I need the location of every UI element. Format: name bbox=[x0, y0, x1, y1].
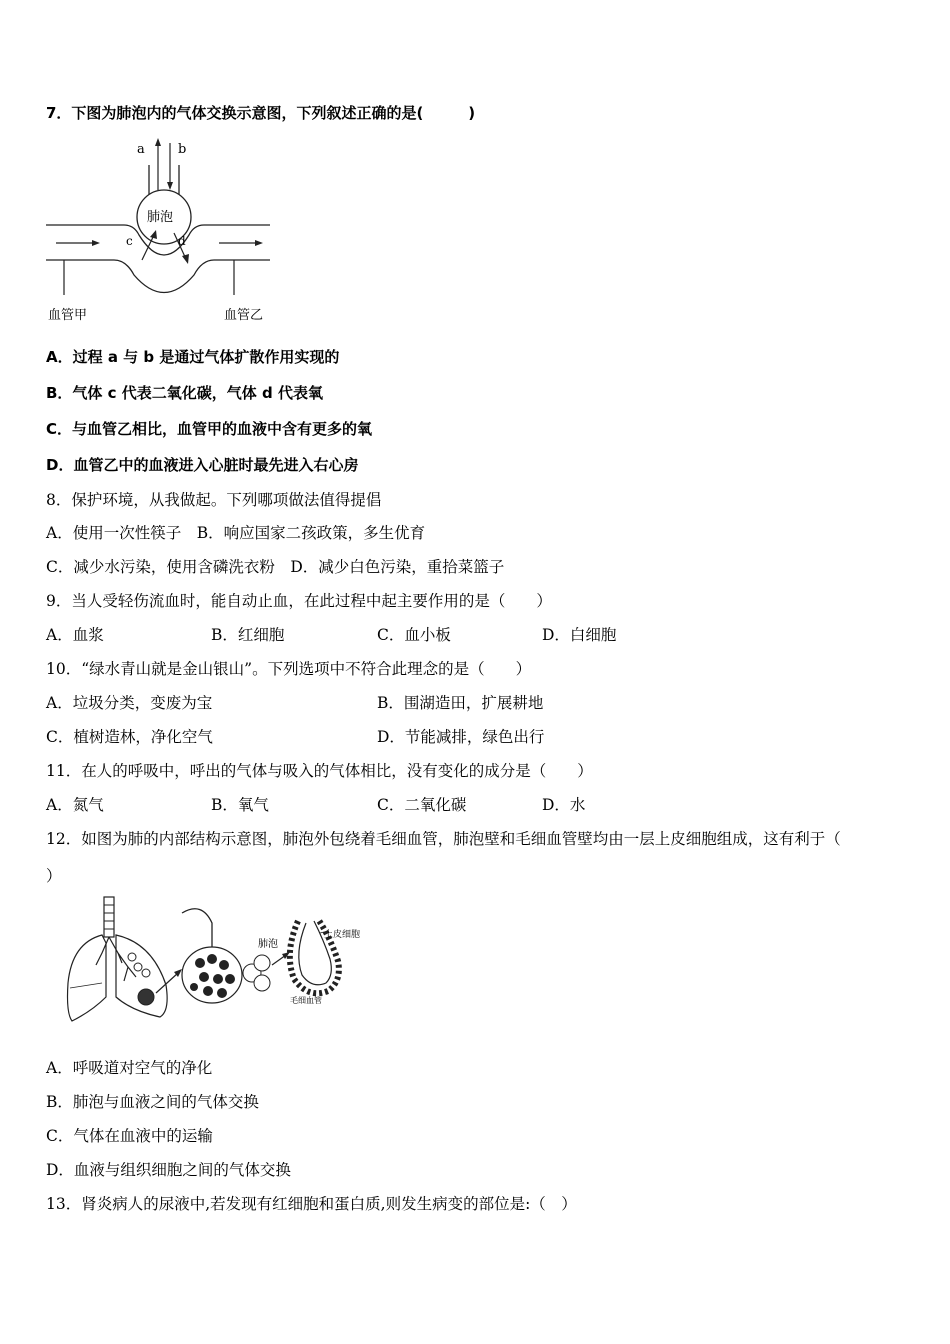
q9-stem: 9．当人受轻伤流血时，能自动止血，在此过程中起主要作用的是（ ） bbox=[46, 592, 552, 610]
q13-stem: 13．肾炎病人的尿液中,若发现有红细胞和蛋白质,则发生病变的部位是:（ ） bbox=[46, 1195, 577, 1213]
label-d: d bbox=[178, 234, 186, 248]
label-a: a bbox=[137, 142, 145, 157]
q9-option-c: C．血小板 bbox=[377, 626, 451, 644]
q7-option-b: B．气体 c 代表二氧化碳，气体 d 代表氧 bbox=[46, 384, 323, 402]
label-alveolus: 肺泡 bbox=[258, 939, 278, 950]
q12-stem-line1: 12．如图为肺的内部结构示意图，肺泡外包绕着毛细血管，肺泡壁和毛细血管壁均由一层上皮细胞组成，这有利于（ bbox=[46, 830, 841, 848]
q10-option-b: B．围湖造田，扩展耕地 bbox=[377, 694, 544, 712]
lung-structure-figure bbox=[62, 893, 372, 1028]
vessel-a-label: 血管甲 bbox=[48, 308, 88, 323]
label-epithelium: 上皮细胞 bbox=[324, 930, 361, 940]
q11-option-b: B．氧气 bbox=[211, 796, 269, 814]
q11-option-a: A．氮气 bbox=[46, 796, 104, 814]
q7-stem: 7．下图为肺泡内的气体交换示意图，下列叙述正确的是( ) bbox=[46, 104, 476, 122]
q9-option-a: A．血浆 bbox=[46, 626, 104, 644]
label-c: c bbox=[126, 234, 133, 248]
q11-option-d: D．水 bbox=[542, 796, 586, 814]
q10-option-d: D．节能减排，绿色出行 bbox=[377, 728, 545, 746]
q8-options-row1: A．使用一次性筷子 B．响应国家二孩政策，多生优育 bbox=[46, 524, 426, 542]
q12-option-c: C．气体在血液中的运输 bbox=[46, 1127, 213, 1145]
alveolus-label: 肺泡 bbox=[147, 210, 174, 225]
q10-option-a: A．垃圾分类，变废为宝 bbox=[46, 694, 213, 712]
q12-stem-line2: ） bbox=[46, 867, 62, 885]
q7-option-a: A．过程 a 与 b 是通过气体扩散作用实现的 bbox=[46, 348, 340, 366]
q7-option-d: D．血管乙中的血液进入心脏时最先进入右心房 bbox=[46, 456, 359, 474]
q10-stem: 10．“绿水青山就是金山银山”。下列选项中不符合此理念的是（ ） bbox=[46, 660, 532, 678]
q11-stem: 11．在人的呼吸中，呼出的气体与吸入的气体相比，没有变化的成分是（ ） bbox=[46, 762, 593, 780]
alveolus-gas-exchange-figure bbox=[44, 135, 284, 330]
q9-option-d: D．白细胞 bbox=[542, 626, 617, 644]
q9-option-b: B．红细胞 bbox=[211, 626, 285, 644]
q8-options-row2: C．减少水污染，使用含磷洗衣粉 D．减少白色污染，重拾菜篮子 bbox=[46, 558, 505, 576]
q12-option-d: D．血液与组织细胞之间的气体交换 bbox=[46, 1161, 291, 1179]
label-capillary: 毛细血管 bbox=[290, 996, 322, 1005]
q10-option-c: C．植树造林，净化空气 bbox=[46, 728, 213, 746]
label-b: b bbox=[178, 142, 187, 157]
q12-option-b: B．肺泡与血液之间的气体交换 bbox=[46, 1093, 259, 1111]
q12-option-a: A．呼吸道对空气的净化 bbox=[46, 1059, 213, 1077]
vessel-b-label: 血管乙 bbox=[224, 308, 264, 323]
q11-option-c: C．二氧化碳 bbox=[377, 796, 467, 814]
q8-stem: 8．保护环境，从我做起。下列哪项做法值得提倡 bbox=[46, 491, 382, 509]
q7-option-c: C．与血管乙相比，血管甲的血液中含有更多的氧 bbox=[46, 420, 373, 438]
